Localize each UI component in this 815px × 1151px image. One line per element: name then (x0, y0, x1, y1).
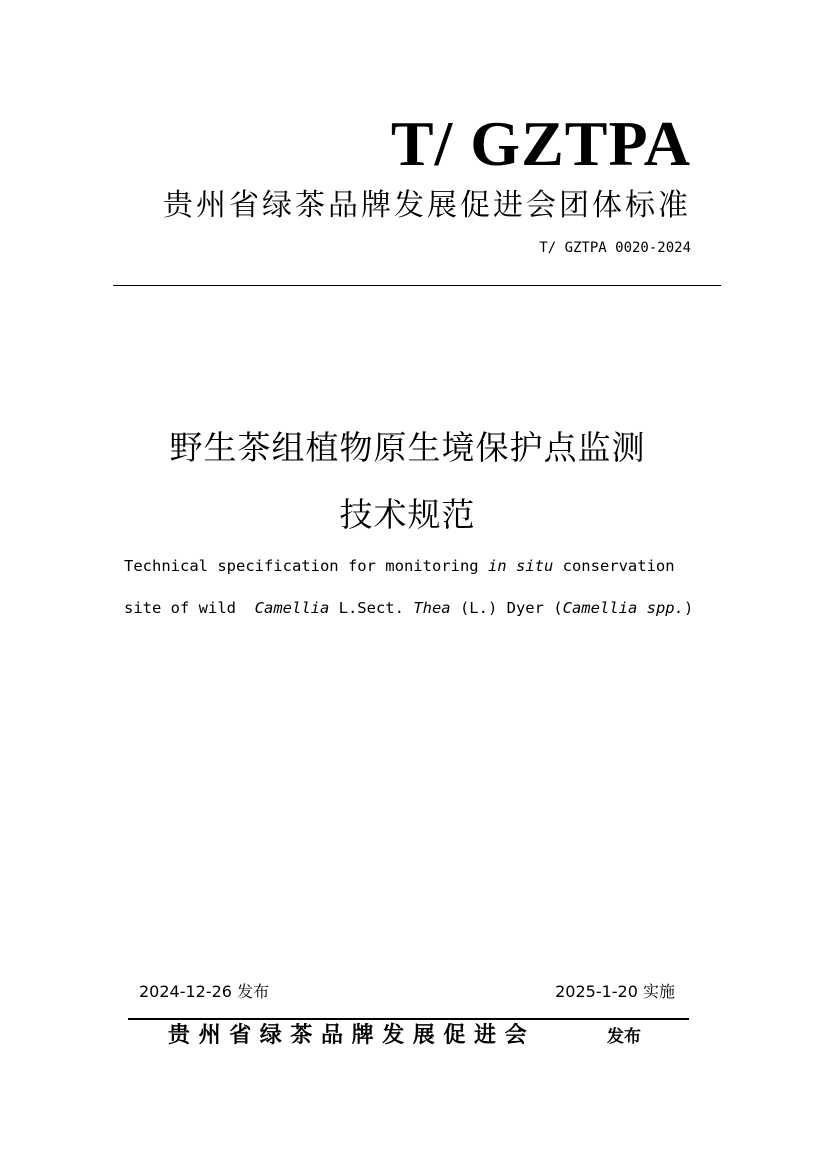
title-en-line1 (124, 555, 675, 577)
issuer-suffix: 发布 (607, 1027, 641, 1047)
title-en-line1-italic1: in situ (487, 557, 554, 575)
issuer-name: 贵州省绿茶品牌发展促进会 (168, 1023, 536, 1048)
title-en-line2-part2: L.Sect. (329, 599, 414, 617)
top-divider (113, 285, 721, 286)
title-cn-line1: 野生茶组植物原生境保护点监测 (169, 428, 646, 467)
title-en-line2-part3: (L.) Dyer ( (450, 599, 563, 617)
title-en-line2 (124, 597, 693, 619)
standard-number: T/ GZTPA 0020-2024 (539, 240, 691, 256)
publish-date: 2024-12-26 发布 (139, 982, 270, 1001)
effective-date: 2025-1-20 实施 (555, 982, 675, 1001)
title-en-line1-part2: conservation (553, 557, 675, 575)
title-en-line2-italic2: Thea (413, 599, 451, 617)
title-en-line2-part4: ) (683, 599, 694, 617)
title-cn-line2: 技术规范 (339, 495, 476, 534)
title-en-line1-part1: Technical specification for monitoring (124, 557, 488, 575)
standard-code: T/ GZTPA (390, 108, 691, 179)
title-en-line2-italic3: Camellia spp. (562, 599, 684, 617)
organization-standard-title: 贵州省绿茶品牌发展促进会团体标准 (163, 188, 691, 223)
title-en-line2-italic1: Camellia (254, 599, 330, 617)
title-en-line2-part1: site of wild (124, 599, 255, 617)
